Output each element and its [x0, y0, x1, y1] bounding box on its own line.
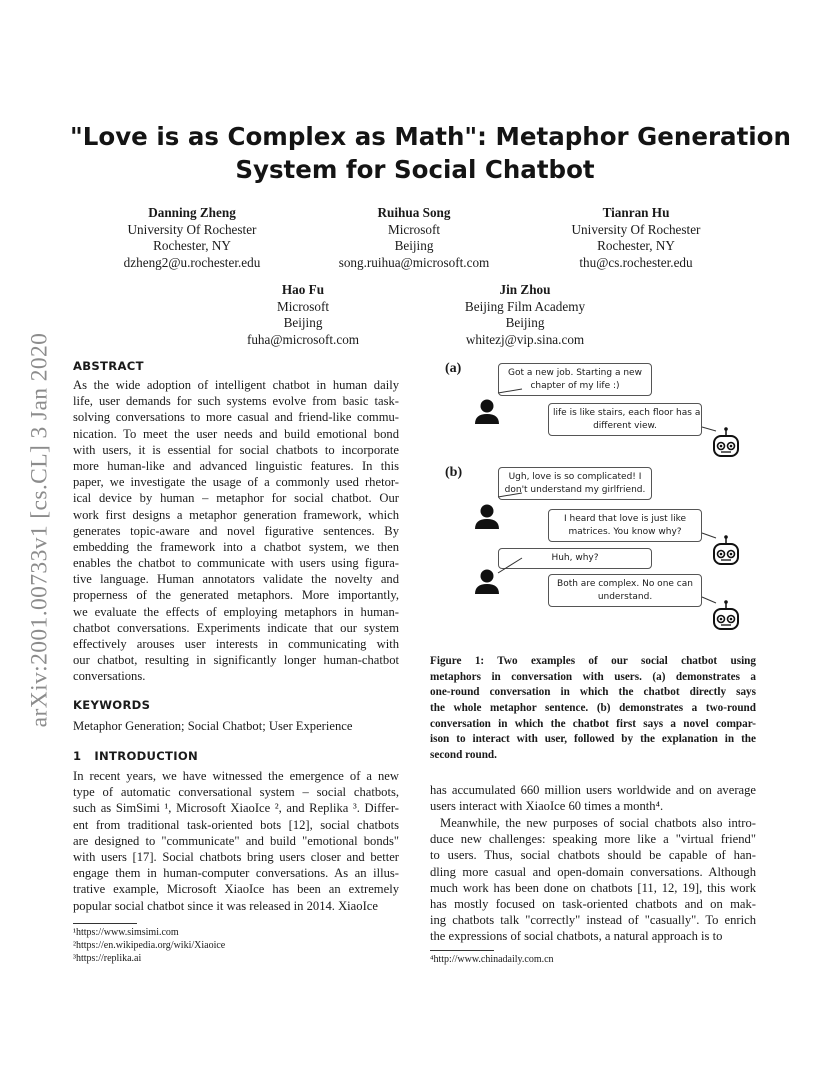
- footnote-rule: [430, 950, 494, 951]
- message-line: Got a new job. Starting a new: [508, 368, 642, 378]
- author-email: thu@cs.rochester.edu: [579, 254, 693, 270]
- author-name: Ruihua Song: [377, 205, 451, 220]
- text-line: much work has been done on chatbots [11, 12, 19], this work: [430, 880, 756, 895]
- author-location: Rochester, NY: [597, 238, 675, 253]
- text-line: to users. Thus, social chatbots should be capable of han-: [430, 848, 756, 863]
- robot-icon: [714, 600, 738, 629]
- text-line: effectively arouses user interests in communicating with: [73, 637, 399, 651]
- text-line: one-round conversation in which the chatbot directly says: [430, 686, 756, 699]
- message-line: life is like stairs, each floor has a: [553, 408, 701, 418]
- text-line: generates topic-aware and novel figurative sentences. By: [73, 523, 399, 538]
- text-line: work first designs a metaphor generation framework, which: [73, 507, 399, 522]
- text-line: paper, we investigate the usage of a commonly used rhetor-: [73, 475, 399, 490]
- figure-graphics: [430, 355, 760, 640]
- author-block: [173, 282, 433, 348]
- message-line: I heard that love is just like: [563, 514, 687, 524]
- introduction-heading: [73, 749, 198, 763]
- title-line-2: System for Social Chatbot: [235, 155, 595, 184]
- panel-b-label: (b): [445, 465, 463, 480]
- author-location: Rochester, NY: [153, 238, 231, 253]
- text-line: ical device by human – metaphor for social chatbot. Our: [73, 491, 399, 506]
- bubble-connector: [498, 493, 522, 497]
- text-line: has mostly focused on task-oriented chatbots and on mak-: [430, 896, 756, 911]
- bubble-connector: [702, 427, 716, 431]
- message-line: Both are complex. No one can: [557, 579, 693, 589]
- message-line: Huh, why?: [551, 553, 599, 563]
- bubble-connector: [498, 558, 522, 573]
- message-line: chapter of my life :): [530, 381, 620, 391]
- author-name: Jin Zhou: [499, 282, 551, 297]
- robot-icon: [714, 535, 738, 564]
- person-icon: [475, 570, 499, 595]
- author-email: fuha@microsoft.com: [246, 331, 360, 347]
- author-email: song.ruihua@microsoft.com: [338, 254, 490, 270]
- text-line: Meanwhile, the new purposes of social chatbots also intro-: [440, 816, 756, 830]
- text-line: conversations.: [73, 669, 146, 684]
- text-line: has accumulated 660 million users worldwide and on average: [430, 783, 756, 797]
- author-location: Beijing: [505, 315, 545, 330]
- text-line: the whole metaphor sentence. (b) demonstrates a two-round: [430, 702, 756, 715]
- author-affiliation: Beijing Film Academy: [464, 298, 586, 314]
- text-line: ent from traditional task-oriented bots [12], social chatbots: [73, 817, 399, 832]
- author-block: [506, 205, 766, 271]
- message-line: different view.: [593, 421, 657, 431]
- text-line: nication. To meet the user needs and build emotional bond: [73, 426, 399, 441]
- abstract-body: [73, 377, 399, 685]
- text-line: embedding the framework into a chatbot system, we then: [73, 539, 399, 554]
- author-name: Tianran Hu: [602, 205, 670, 220]
- text-line: we evaluate the effects of employing metaphors in human-: [73, 604, 399, 619]
- section-number: 1: [73, 749, 82, 763]
- keywords-text: Metaphor Generation; Social Chatbot; User Experience: [73, 719, 353, 733]
- robot-icon: [714, 427, 738, 456]
- author-location: Beijing: [283, 315, 323, 330]
- bubble-connector: [702, 533, 716, 538]
- text-line: enables the chatbot to communicate with users using figura-: [73, 556, 399, 571]
- text-line: our chatbot, resulting in significantly longer human-chatbot: [73, 653, 399, 668]
- author-block: [62, 205, 322, 271]
- text-line: popular social chatbot since it was released in 2014. XiaoIce: [73, 898, 378, 913]
- author-name: Hao Fu: [281, 282, 325, 297]
- text-line: users interact with XiaoIce 60 times a month⁴.: [430, 799, 664, 814]
- introduction-right-text: [430, 815, 756, 945]
- keywords-heading: KEYWORDS: [73, 698, 151, 712]
- text-line: second round.: [430, 749, 497, 762]
- text-line: are designed to "communicate" and build "emotional bonds": [73, 833, 399, 848]
- introduction-left-text: [73, 768, 399, 914]
- text-line: type of automatic conversational system – social chatbots,: [73, 785, 399, 800]
- footnote-4: ⁴http://www.chinadaily.com.cn: [430, 954, 554, 965]
- text-line: such as SimSimi ¹, Microsoft XiaoIce ², and Replika ³. Differ-: [73, 801, 399, 816]
- text-line: engage them in human-computer conversations. As an illus-: [73, 866, 399, 881]
- abstract-heading: ABSTRACT: [73, 359, 144, 373]
- author-block: [395, 282, 655, 348]
- author-location: Beijing: [394, 238, 434, 253]
- footnote-3: ³https://replika.ai: [73, 953, 142, 964]
- message-line: understand.: [597, 592, 653, 602]
- person-icon: [475, 400, 499, 425]
- text-line: chatbot conversations. Experiments indicate that our system: [73, 620, 399, 635]
- message-line: matrices. You know why?: [568, 527, 682, 537]
- text-line: dling more casual and open-domain conversations. Although: [430, 864, 756, 879]
- author-affiliation: Microsoft: [387, 221, 440, 237]
- panel-a-label: (a): [445, 361, 462, 376]
- title-line-1: "Love is as Complex as Math": Metaphor Generation: [70, 122, 791, 151]
- paper-title: [70, 120, 791, 186]
- author-affiliation: Microsoft: [276, 298, 329, 314]
- author-name: Danning Zheng: [148, 205, 236, 220]
- text-line: ing chatbots talk "correctly" instead of "casually". To enrich: [430, 913, 756, 928]
- author-email: whitezj@vip.sina.com: [465, 331, 585, 347]
- author-block: [284, 205, 544, 271]
- footnote-2: ²https://en.wikipedia.org/wiki/Xiaoice: [73, 940, 226, 951]
- message-line: Ugh, love is so complicated! I: [508, 472, 642, 482]
- text-line: ison to interact with user, followed by the explanation in the: [430, 733, 756, 746]
- text-line: life, user demands for such systems evolve from basic task-: [73, 394, 399, 409]
- text-line: metaphors in conversation with users. (a) demonstrates a: [430, 670, 756, 683]
- text-line: tive language. Human annotators validate the novelty and: [73, 572, 399, 587]
- text-line: trative example, Microsoft XiaoIce has been an extremely: [73, 882, 399, 897]
- bubble-connector: [498, 389, 522, 393]
- text-line: As the wide adoption of intelligent chatbot in human daily: [73, 378, 399, 392]
- text-line: with users, it is essential for social chatbots to incorporate: [73, 442, 399, 457]
- author-affiliation: University Of Rochester: [127, 221, 257, 237]
- text-line: solving conversations to more casual and friend-like commu-: [73, 410, 399, 425]
- text-line: In recent years, we have witnessed the emergence of a new: [73, 769, 399, 783]
- text-line: properness of the generated metaphors. More importantly,: [73, 588, 399, 603]
- text-line: duce new challenges: speaking more like a "virtual friend": [430, 832, 756, 847]
- person-icon: [475, 505, 499, 530]
- footnote-1: ¹https://www.simsimi.com: [73, 927, 179, 938]
- footnote-rule: [73, 923, 137, 924]
- text-line: Figure 1: Two examples of our social chatbot using: [430, 655, 756, 667]
- author-email: dzheng2@u.rochester.edu: [123, 254, 261, 270]
- author-affiliation: University Of Rochester: [571, 221, 701, 237]
- arxiv-stamp: arXiv:2001.00733v1 [cs.CL] 3 Jan 2020: [26, 332, 53, 728]
- text-line: conversation in which the chatbot first says a novel compar-: [430, 717, 756, 730]
- bubble-connector: [702, 597, 716, 603]
- section-title: INTRODUCTION: [94, 749, 199, 763]
- text-line: with users [17]. Social chatbots bring users closer and better: [73, 849, 399, 864]
- text-line: the expressions of social chatbots, a natural approach is to: [430, 929, 723, 944]
- figure-caption: [430, 654, 756, 764]
- introduction-right-text: [430, 782, 756, 814]
- text-line: more human-like and advanced linguistic features. In this: [73, 458, 399, 473]
- message-line: don't understand my girlfriend.: [504, 485, 646, 495]
